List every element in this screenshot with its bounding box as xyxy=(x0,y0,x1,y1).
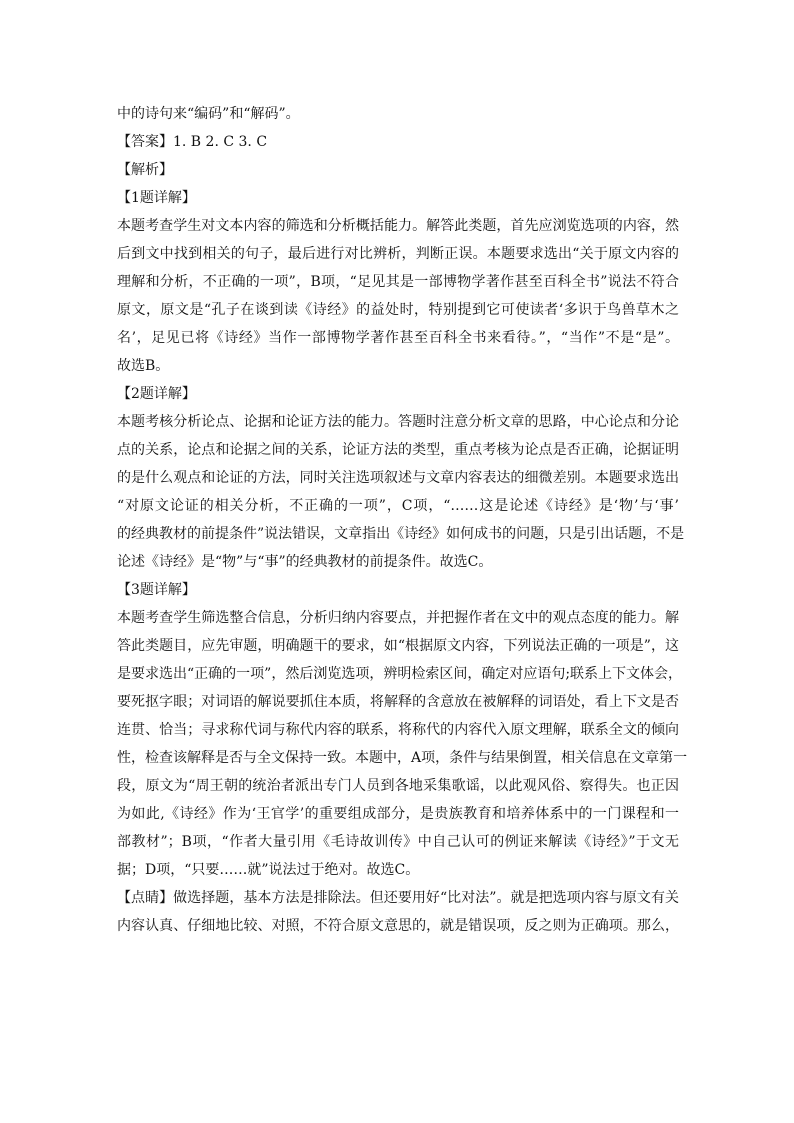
analysis-heading xyxy=(117,156,679,184)
text-line: 要死抠字眼；对词语的解说要抓住本质，将解释的含意放在被解释的词语处，看上下文是否 xyxy=(117,694,679,710)
tip-body xyxy=(117,884,679,940)
text-line: 【点睛】做选择题，基本方法是排除法。但还要用好“比对法”。就是把选项内容与原文有关 xyxy=(117,890,679,906)
text-line: 【3题详解】 xyxy=(117,582,196,598)
text-line: 【解析】 xyxy=(117,162,173,178)
text-line: 据；D项，“只要……就”说法过于绝对。故选C。 xyxy=(117,862,420,878)
text-line: 答此类题目，应先审题，明确题干的要求，如“根据原文内容，下列说法正确的一项是”，这 xyxy=(117,638,679,654)
intro-fragment xyxy=(117,100,679,128)
text-line: 名’，足见已将《诗经》当作一部博物学著作甚至百科全书来看待。”，“当作”不是“是”。 xyxy=(117,330,679,346)
text-line: 为如此,《诗经》作为‘王官学’的重要组成部分，是贵族教育和培养体系中的一门课程和一 xyxy=(117,806,679,822)
text-line: “对原文论证的相关分析，不正确的一项”，C项，“……这是论述《诗经》是‘物’与‘事’ xyxy=(117,498,679,514)
text-line: 【2题详解】 xyxy=(117,386,196,402)
text-line: 连贯、恰当；寻求称代词与称代内容的联系，将称代的内容代入原文理解，联系全文的倾向 xyxy=(117,722,679,738)
text-line: 理解和分析，不正确的一项”，B项，“足见其是一部博物学著作甚至百科全书”说法不符合 xyxy=(117,274,679,290)
text-line: 段，原文为“周王朝的统治者派出专门人员到各地采集歌谣，以此观风俗、察得失。也正因 xyxy=(117,778,679,794)
q2-body xyxy=(117,408,685,576)
text-line: 【答案】1. B 2. C 3. C xyxy=(117,134,268,150)
text-line: 论述《诗经》是“物”与“事”的经典教材的前提条件。故选C。 xyxy=(117,554,493,570)
text-line: 的是什么观点和论证的方法，同时关注选项叙述与文章内容表达的细微差别。本题要求选出 xyxy=(117,470,679,486)
text-line: 内容认真、仔细地比较、对照，不符合原文意思的，就是错误项，反之则为正确项。那么， xyxy=(117,918,679,934)
text-line: 点的关系，论点和论据之间的关系，论证方法的类型，重点考核为论点是否正确，论据证明 xyxy=(117,442,679,458)
text-line: 故选B。 xyxy=(117,358,170,374)
text-line: 原文，原文是“孔子在谈到读《诗经》的益处时，特别提到它可使读者‘多识于鸟兽草木之 xyxy=(117,302,679,318)
q2-heading xyxy=(117,380,679,408)
q1-heading xyxy=(117,184,679,212)
text-line: 【1题详解】 xyxy=(117,190,196,206)
text-line: 本题考查学生筛选整合信息，分析归纳内容要点，并把握作者在文中的观点态度的能力。解 xyxy=(117,610,679,626)
q3-heading xyxy=(117,576,679,604)
q3-body xyxy=(117,604,688,884)
text-line: 中的诗句来“编码”和“解码”。 xyxy=(117,106,300,122)
text-line: 性，检查该解释是否与全文保持一致。本题中，A项，条件与结果倒置，相关信息在文章第一 xyxy=(117,750,688,766)
text-line: 本题考核分析论点、论据和论证方法的能力。答题时注意分析文章的思路，中心论点和分论 xyxy=(117,414,679,430)
text-line: 本题考查学生对文本内容的筛选和分析概括能力。解答此类题，首先应浏览选项的内容，然 xyxy=(117,218,679,234)
text-line: 的经典教材的前提条件”说法错误，文章指出《诗经》如何成书的问题，只是引出话题，不是 xyxy=(117,526,685,542)
answer-line xyxy=(117,128,679,156)
q1-body xyxy=(117,212,679,380)
text-line: 是要求选出“正确的一项”，然后浏览选项，辨明检索区间，确定对应语句;联系上下文体会， xyxy=(117,666,683,682)
document-body xyxy=(117,100,688,940)
text-line: 部教材”；B项，“作者大量引用《毛诗故训传》中自己认可的例证来解读《诗经》”于文无 xyxy=(117,834,679,850)
text-line: 后到文中找到相关的句子，最后进行对比辨析，判断正误。本题要求选出“关于原文内容的 xyxy=(117,246,679,262)
